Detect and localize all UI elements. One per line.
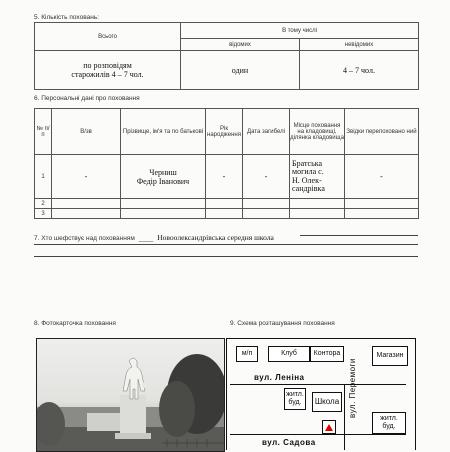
- row1-name: [121, 155, 206, 199]
- unknown-value: 4 – 7 чол.: [300, 51, 419, 90]
- header-death: Дата загибелі: [243, 109, 290, 155]
- section7-value: Новоолександрівська середня школа: [157, 233, 274, 242]
- personal-data-table: [34, 108, 419, 219]
- row3-num: 3: [35, 209, 52, 219]
- row2-cell: [52, 199, 121, 209]
- incl-header: В тому числі: [181, 23, 419, 39]
- known-value: один: [181, 51, 300, 90]
- residential-building-1: [284, 388, 306, 410]
- row1-place-line2: могила с.: [292, 167, 324, 177]
- header-place: Місце поховання на кладовищі, ділянка кладовища: [290, 109, 345, 155]
- res1-line2: буд.: [288, 399, 302, 406]
- total-header: Всього: [35, 23, 181, 51]
- club-box: Клуб: [268, 346, 310, 362]
- section5-title: 5. Кількість поховань:: [34, 14, 99, 21]
- row3-cell: [121, 209, 206, 219]
- header-rank: В/зв: [52, 109, 121, 155]
- residential-building-2: [372, 412, 406, 434]
- shop-box: Магазин: [372, 346, 408, 366]
- burial-marker: [322, 420, 336, 434]
- res1-line1: житл.: [286, 391, 304, 399]
- unknown-header: невідомих: [300, 39, 419, 51]
- total-value: [35, 51, 181, 90]
- header-birth: Рік народження: [206, 109, 243, 155]
- row1-from: -: [345, 155, 419, 199]
- underline: [34, 244, 418, 245]
- row1-name-line2: Федір Іванович: [136, 176, 190, 186]
- header-name: Прізвище, ім'я та по батькові: [121, 109, 206, 155]
- row1-place: [290, 155, 345, 199]
- underline: [34, 256, 418, 257]
- triangle-icon: [325, 424, 333, 431]
- row3-cell: [243, 209, 290, 219]
- burial-count-table: [34, 22, 419, 90]
- row1-death: -: [243, 155, 290, 199]
- row1-place-line4: сандрівка: [292, 183, 325, 193]
- row2-cell: [121, 199, 206, 209]
- res2-line1: житл.: [380, 415, 398, 423]
- header-from: Звідки перепоховано ний: [345, 109, 419, 155]
- row1-place-line3: Н. Олек-: [292, 175, 322, 185]
- row2-cell: [345, 199, 419, 209]
- row3-cell: [290, 209, 345, 219]
- total-value-line1: по розповідям: [83, 61, 132, 70]
- section9-title: 9. Схема розташування поховання: [230, 320, 335, 327]
- row2-cell: [206, 199, 243, 209]
- mp-box: м/п: [236, 346, 258, 362]
- street-peremohy: вул. Перемоги: [348, 358, 357, 418]
- street-sadova: вул. Садова: [262, 438, 316, 447]
- row2-num: 2: [35, 199, 52, 209]
- row3-cell: [345, 209, 419, 219]
- row1-birth: -: [206, 155, 243, 199]
- row1-place-line1: Братська: [292, 158, 323, 168]
- section6-title: 6. Персональні дані про поховання: [34, 95, 140, 102]
- row2-cell: [243, 199, 290, 209]
- street-lenina: вул. Леніна: [254, 373, 305, 382]
- scheme-road-line: [344, 384, 345, 450]
- burial-photo: [36, 338, 225, 452]
- res2-line2: буд.: [382, 423, 396, 430]
- section7-label: 7. Хто шефствує над похованням: [34, 235, 135, 242]
- row1-rank: -: [52, 155, 121, 199]
- row3-cell: [206, 209, 243, 219]
- scheme-road-line: [230, 434, 406, 435]
- header-num: № п/п: [35, 109, 52, 155]
- scheme-road-line: [230, 384, 406, 385]
- location-scheme: [226, 338, 416, 450]
- known-header: відомих: [181, 39, 300, 51]
- section8-title: 8. Фотокарточка поховання: [34, 320, 116, 327]
- total-value-line2: старожилів 4 – 7 чол.: [71, 70, 144, 79]
- row2-cell: [290, 199, 345, 209]
- section7-row: 7. Хто шефствує над похованням ____ Новоолександрівська середня школа: [34, 233, 274, 242]
- underline: [300, 235, 418, 236]
- monument-photo-image: [37, 339, 224, 451]
- office-box: Контора: [310, 346, 344, 362]
- row3-cell: [52, 209, 121, 219]
- row1-name-line1: Черниш: [149, 167, 177, 177]
- school-box: Школа: [312, 392, 342, 412]
- row1-num: 1: [35, 155, 52, 199]
